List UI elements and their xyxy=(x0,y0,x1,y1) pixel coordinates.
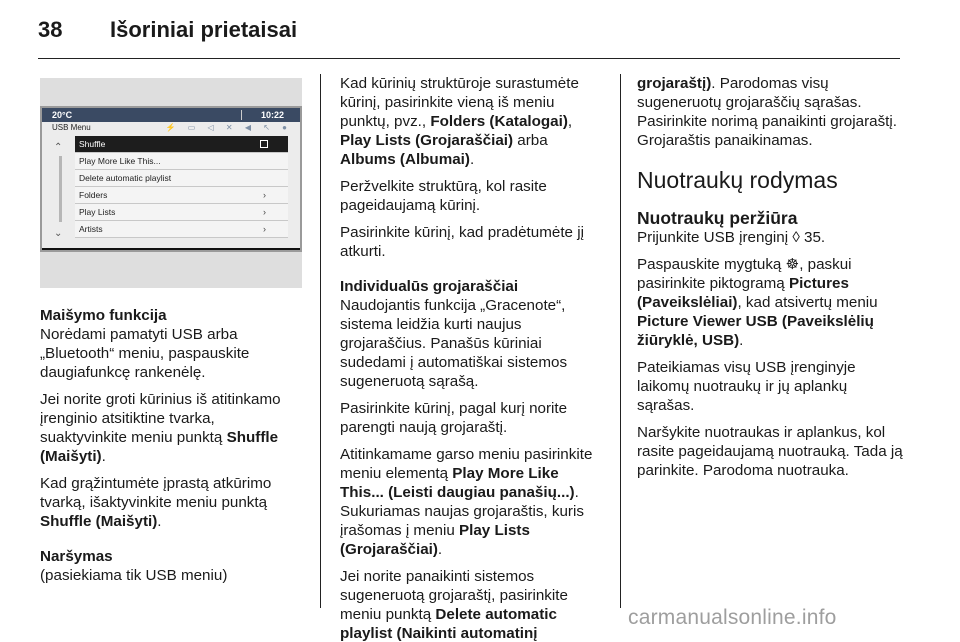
menu-item-play-lists[interactable] xyxy=(75,204,288,221)
paragraph: Peržvelkite struktūrą, kol rasite pageidaujamą kūrinį. xyxy=(340,178,547,214)
column-1 xyxy=(40,306,302,593)
chevron-right-icon: › xyxy=(263,190,266,200)
subsection-title: Nuotraukų peržiūra xyxy=(637,208,798,228)
paragraph: Jei norite panaikinti sistemos sugeneruotą grojaraštį, pasirinkite meniu punktą Delete automatic playlist (Naikinti automatinį xyxy=(340,568,568,642)
header-divider xyxy=(38,58,900,59)
menu-item-folders[interactable] xyxy=(75,187,288,204)
paragraph: Atitinkamame garso meniu pasirinkite meniu elementą Play More Like This... (Leisti daugiau panašių...). Sukuriamas naujas grojaraštis, kuris įrašomas į meniu Play Lists (Grojaraščiai). xyxy=(340,446,593,558)
menu-item-shuffle[interactable] xyxy=(75,136,288,153)
temperature-readout: 20°C xyxy=(52,110,73,120)
menu-item-label: Shuffle xyxy=(79,139,106,149)
section-title: Nuotraukų rodymas xyxy=(637,167,838,193)
paragraph: Pateikiamas visų USB įrenginyje laikomų nuotraukų ir jų aplankų sąrašas. xyxy=(637,359,856,414)
paragraph: (pasiekiama tik USB meniu) xyxy=(40,567,228,584)
paragraph: Naudojantis funkcija „Gracenote“, sistema leidžia kurti naujus grojaraščius. Panašūs kūriniai sudedami į automatiškai sistemos sugeneruotą sąrašą. xyxy=(340,297,568,390)
paragraph: Kad kūrinių struktūroje surastumėte kūrinį, pasirinkite vieną iš meniu punktų, pvz., Folders (Katalogai), Play Lists (Grojaraščiai) arba Albums (Albumai). xyxy=(340,75,579,168)
usb-menu-figure xyxy=(40,78,302,288)
paragraph: Kad grąžintumėte įprastą atkūrimo tvarką, išaktyvinkite meniu punktą Shuffle (Maišyti). xyxy=(40,475,272,530)
column-divider-1 xyxy=(320,74,321,608)
status-bar xyxy=(42,108,300,122)
paragraph: Prijunkite USB įrenginį ◊ 35. xyxy=(637,229,826,246)
paragraph: grojaraštį). Parodomas visų sugeneruotų grojaraščių sąrašas. Pasirinkite norimą panaikinti grojaraštį. Grojaraštis panaikinamas. xyxy=(637,75,897,149)
status-icons: ⚡ ▭ ◁ ✕ ◀ ↖ ● xyxy=(165,123,292,132)
chevron-right-icon: › xyxy=(263,207,266,217)
page-header xyxy=(38,10,297,50)
menu-item-label: Delete automatic playlist xyxy=(79,173,172,183)
scroll-down-icon[interactable]: ⌄ xyxy=(54,228,63,239)
usb-menu-list xyxy=(75,136,288,238)
paragraph: Paspauskite mygtuką ☸, paskui pasirinkite piktogramą Pictures (Paveikslėliai), kad atsivertų meniu Picture Viewer USB (Paveikslėlių žiūryklė, USB). xyxy=(637,256,878,349)
paragraph: Jei norite groti kūrinius iš atitinkamo įrenginio atsitiktine tvarka, suaktyvinkite meniu punktą Shuffle (Maišyti). xyxy=(40,391,281,465)
menu-item-label: Artists xyxy=(79,224,103,234)
menu-item-label: Play Lists xyxy=(79,207,116,217)
menu-item-label: Folders xyxy=(79,190,108,200)
scrollbar[interactable] xyxy=(59,156,62,222)
display-screen xyxy=(40,106,302,252)
column-2 xyxy=(340,74,605,642)
section-heading: Individualūs grojaraščiai xyxy=(340,278,519,295)
paragraph: Naršykite nuotraukas ir aplankus, kol rasite pageidaujamą nuotrauką. Tada ją parinkite. Parodoma nuotrauka. xyxy=(637,424,903,479)
scroll-up-icon[interactable]: ⌃ xyxy=(54,142,63,153)
paragraph: Pasirinkite kūrinį, kad pradėtumėte jį atkurti. xyxy=(340,224,584,260)
watermark: carmanualsonline.info xyxy=(628,606,837,629)
menu-item-artists[interactable] xyxy=(75,221,288,238)
section-heading: Naršymas xyxy=(40,548,113,565)
checkbox-icon[interactable] xyxy=(260,140,268,148)
column-3 xyxy=(637,74,903,488)
menu-item-delete-playlist[interactable] xyxy=(75,170,288,187)
paragraph: Pasirinkite kūrinį, pagal kurį norite parengti naują grojaraštį. xyxy=(340,400,568,436)
status-separator xyxy=(241,110,242,120)
usb-menu-panel xyxy=(42,122,300,248)
page-title: Išoriniai prietaisai xyxy=(110,17,298,42)
paragraph: Norėdami pamatyti USB arba „Bluetooth“ meniu, paspauskite daugiafunkcę rankenėlę. xyxy=(40,326,250,381)
page-number: 38 xyxy=(38,17,63,42)
chevron-right-icon: › xyxy=(263,224,266,234)
menu-item-label: Play More Like This... xyxy=(79,156,161,166)
column-divider-2 xyxy=(620,74,621,608)
menu-item-play-more-like-this[interactable] xyxy=(75,153,288,170)
section-heading: Maišymo funkcija xyxy=(40,307,167,324)
clock-readout: 10:22 xyxy=(260,110,284,120)
usb-menu-title: USB Menu xyxy=(52,123,91,132)
